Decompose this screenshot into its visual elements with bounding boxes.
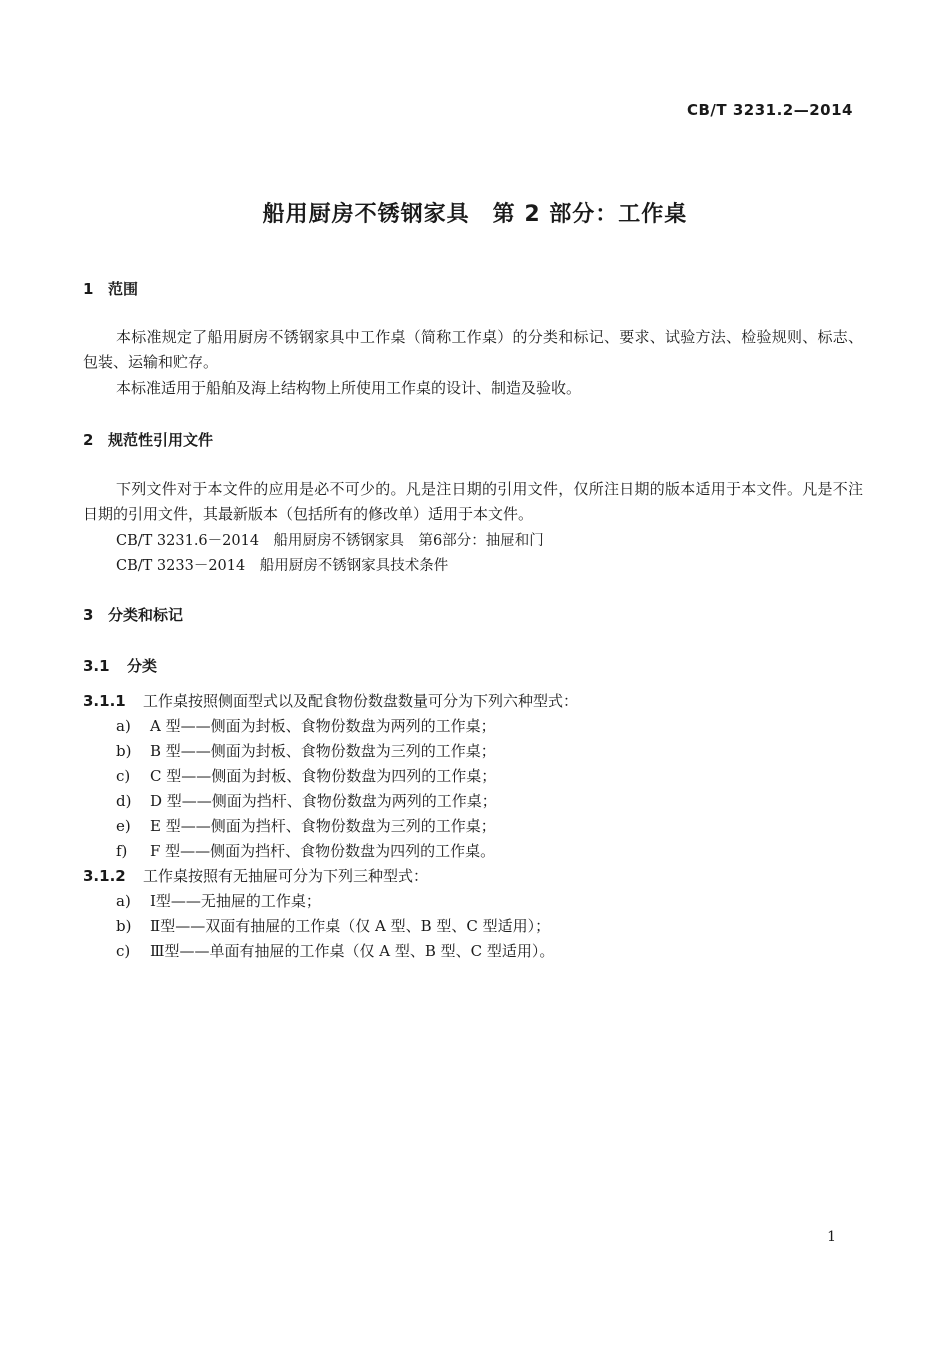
scope-paragraph-2: 本标准适用于船舶及海上结构物上所使用工作桌的设计、制造及验收。 [116, 379, 582, 397]
list-item [116, 790, 497, 811]
list-marker: b) [116, 917, 132, 935]
list-text: E 型——侧面为挡杆、食物份数盘为三列的工作桌； [150, 817, 496, 835]
list-marker: c) [116, 767, 131, 785]
list-text: C 型——侧面为封板、食物份数盘为四列的工作桌； [150, 767, 497, 785]
section-title: 规范性引用文件 [108, 431, 214, 449]
list-item [116, 740, 496, 761]
section-title: 分类和标记 [108, 606, 184, 624]
section-2-heading [83, 429, 213, 450]
list-marker: b) [116, 742, 132, 760]
page-number: 1 [827, 1229, 836, 1245]
list-marker: f) [116, 842, 128, 860]
section-number: 3 [83, 606, 94, 624]
list-marker: c) [116, 942, 131, 960]
list-marker: e) [116, 817, 131, 835]
clause-3-1-1 [83, 690, 578, 711]
list-item [116, 890, 321, 911]
normative-refs-intro: 下列文件对于本文件的应用是必不可少的。凡是注日期的引用文件，仅所注日期的版本适用于本文件。凡是不注日期的引用文件，其最新版本（包括所有的修改单）适用于本文件。 [83, 480, 863, 523]
list-marker: a) [116, 892, 131, 910]
list-item [116, 765, 496, 786]
list-text: Ⅱ型——双面有抽屉的工作桌（仅 A 型、B 型、C 型适用）； [150, 917, 551, 935]
clause-number: 3.1.2 [83, 867, 126, 885]
clause-3-1-2 [83, 865, 428, 886]
scope-paragraph-1: 本标准规定了船用厨房不锈钢家具中工作桌（简称工作桌）的分类和标记、要求、试验方法、检验规则、标志、包装、运输和贮存。 [83, 328, 863, 371]
subsection-title: 分类 [127, 657, 158, 675]
list-item [116, 840, 495, 861]
section-number: 2 [83, 431, 94, 449]
section-number: 1 [83, 280, 94, 298]
document-title: 船用厨房不锈钢家具 第 2 部分：工作桌 [262, 202, 688, 227]
section-title: 范围 [108, 280, 139, 298]
list-text: B 型——侧面为封板、食物份数盘为三列的工作桌； [150, 742, 496, 760]
list-item [116, 915, 550, 936]
list-text: Ⅲ型——单面有抽屉的工作桌（仅 A 型、B 型、C 型适用）。 [150, 942, 555, 960]
reference-item: CB/T 3233－2014 船用厨房不锈钢家具技术条件 [116, 558, 449, 574]
section-3-heading [83, 604, 183, 625]
subsection-number: 3.1 [83, 657, 110, 675]
clause-text: 工作桌按照有无抽屉可分为下列三种型式： [143, 867, 429, 885]
list-text: Ⅰ型——无抽屉的工作桌； [150, 892, 321, 910]
standard-code: CB/T 3231.2—2014 [686, 101, 853, 119]
list-text: F 型——侧面为挡杆、食物份数盘为四列的工作桌。 [150, 842, 496, 860]
list-text: D 型——侧面为挡杆、食物份数盘为两列的工作桌； [150, 792, 497, 810]
list-item [116, 940, 554, 961]
list-item [116, 715, 496, 736]
reference-item: CB/T 3231.6－2014 船用厨房不锈钢家具 第6部分：抽屉和门 [116, 533, 544, 549]
section-1-heading [83, 278, 138, 299]
list-marker: a) [116, 717, 131, 735]
clause-text: 工作桌按照侧面型式以及配食物份数盘数量可分为下列六种型式： [143, 692, 579, 710]
list-item [116, 815, 496, 836]
list-text: A 型——侧面为封板、食物份数盘为两列的工作桌； [150, 717, 496, 735]
list-marker: d) [116, 792, 132, 810]
subsection-3-1-heading [83, 655, 157, 676]
clause-number: 3.1.1 [83, 692, 126, 710]
